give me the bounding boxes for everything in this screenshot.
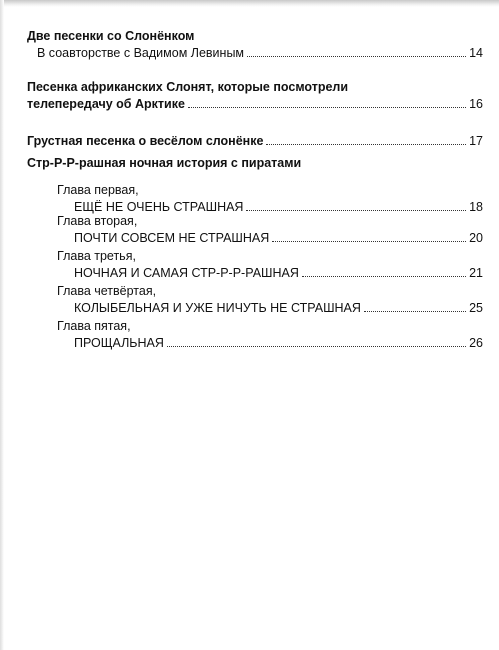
dot-leader: [364, 311, 466, 312]
page-left-shadow: [0, 0, 4, 650]
toc-entry-title-row: [27, 133, 483, 150]
dot-leader: [247, 56, 466, 57]
chapter-label: Глава пятая,: [57, 319, 131, 333]
dot-leader: [246, 210, 466, 211]
dot-leader: [188, 107, 466, 108]
chapter-row: [54, 230, 483, 247]
toc-entry-title: Грустная песенка о весёлом слонёнке: [27, 134, 264, 148]
page-number: 21: [469, 266, 483, 280]
toc-chapter-5: [54, 318, 483, 352]
toc-entry-sad-song: [27, 133, 483, 150]
toc-entry-title-line1: Песенка африканских Слонят, которые посмотрели: [27, 80, 349, 94]
toc-entry-african-elephants: [27, 79, 483, 113]
chapter-label: Глава вторая,: [57, 214, 138, 228]
chapter-label: Глава четвёртая,: [57, 284, 157, 298]
toc-entry-subtitle: В соавторстве с Вадимом Левиным: [37, 46, 245, 60]
page-number: 20: [469, 231, 483, 245]
toc-entry-title: Две песенки со Слонёнком: [27, 29, 195, 43]
chapter-label: Глава первая,: [57, 183, 139, 197]
toc-entry-title-row: [27, 96, 483, 113]
page-top-shadow: [0, 0, 499, 7]
chapter-row: [54, 265, 483, 282]
page-number: 17: [469, 134, 483, 148]
toc-chapter-1: [54, 182, 483, 216]
chapter-label: Глава третья,: [57, 249, 136, 263]
toc-entry-title: Стр-Р-Р-рашная ночная история с пиратами: [27, 156, 302, 170]
toc-entry-pirates: [27, 155, 483, 172]
chapter-row: [54, 335, 483, 352]
dot-leader: [272, 241, 466, 242]
dot-leader: [266, 144, 466, 145]
toc-chapter-4: [54, 283, 483, 317]
page-number: 26: [469, 336, 483, 350]
chapter-name: НОЧНАЯ И САМАЯ СТР-Р-Р-РАШНАЯ: [74, 266, 299, 280]
chapter-name: ПРОЩАЛЬНАЯ: [74, 336, 164, 350]
chapter-row: [54, 300, 483, 317]
toc-chapter-3: [54, 248, 483, 282]
page-number: 18: [469, 200, 483, 214]
dot-leader: [167, 346, 466, 347]
toc-chapter-2: [54, 213, 483, 247]
page-number: 25: [469, 301, 483, 315]
toc-entry-two-songs: [27, 28, 483, 62]
chapter-name: ЕЩЁ НЕ ОЧЕНЬ СТРАШНАЯ: [74, 200, 244, 214]
toc-entry-subtitle-row: [27, 45, 483, 62]
chapter-name: ПОЧТИ СОВСЕМ НЕ СТРАШНАЯ: [74, 231, 270, 245]
dot-leader: [302, 276, 466, 277]
page-number: 14: [469, 46, 483, 60]
toc-entry-title-line2: телепередачу об Арктике: [27, 97, 185, 111]
chapter-name: КОЛЫБЕЛЬНАЯ И УЖЕ НИЧУТЬ НЕ СТРАШНАЯ: [74, 301, 361, 315]
page-number: 16: [469, 97, 483, 111]
